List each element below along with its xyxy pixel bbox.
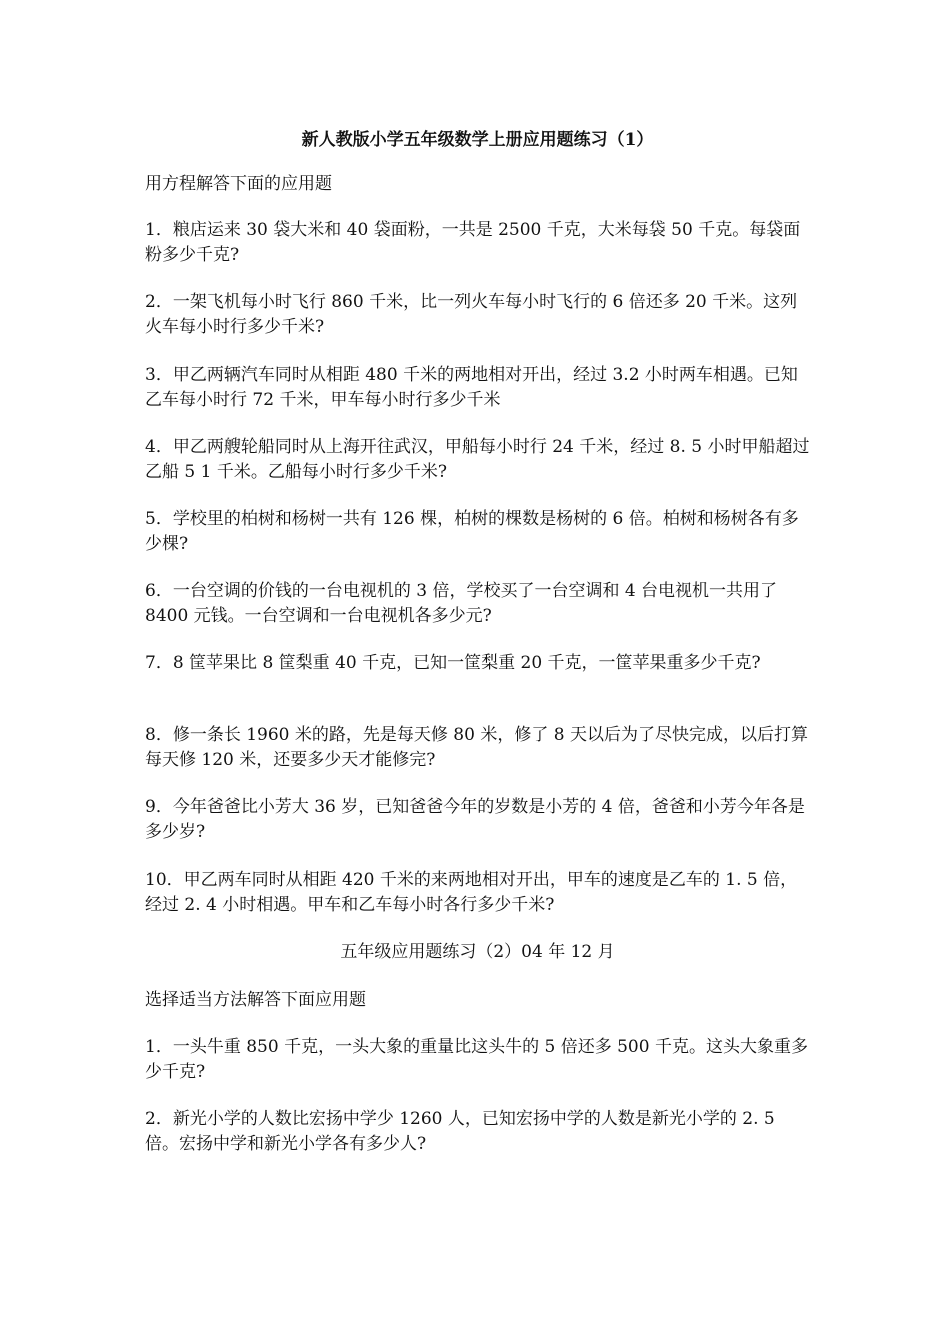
section1-question-5: 5．学校里的柏树和杨树一共有 126 棵，柏树的棵数是杨树的 6 倍。柏树和杨树各有多少棵?	[145, 509, 799, 554]
section1-question-9: 9．今年爸爸比小芳大 36 岁，已知爸爸今年的岁数是小芳的 4 倍，爸爸和小芳今年各是多少岁?	[145, 797, 805, 842]
section1-question-3: 3．甲乙两辆汽车同时从相距 480 千米的两地相对开出，经过 3.2 小时两车相遇。已知乙车每小时行 72 千米，甲车每小时行多少千米	[145, 365, 798, 410]
section1-question-2: 2．一架飞机每小时飞行 860 千米，比一列火车每小时飞行的 6 倍还多 20 千米。这列火车每小时行多少千米?	[145, 292, 798, 337]
section1-instruction: 用方程解答下面的应用题	[145, 174, 332, 194]
section2-question-1: 1．一头牛重 850 千克，一头大象的重量比这头牛的 5 倍还多 500 千克。这头大象重多少千克?	[145, 1037, 808, 1082]
section1-question-6: 6．一台空调的价钱的一台电视机的 3 倍，学校买了一台空调和 4 台电视机一共用了 8400 元钱。一台空调和一台电视机各多少元?	[145, 581, 778, 626]
section2-instruction: 选择适当方法解答下面应用题	[145, 990, 366, 1010]
section1-question-1: 1．粮店运来 30 袋大米和 40 袋面粉，一共是 2500 千克，大米每袋 50 千克。每袋面粉多少千克?	[145, 220, 801, 265]
section1-question-8: 8．修一条长 1960 米的路，先是每天修 80 米，修了 8 天以后为了尽快完成，以后打算每天修 120 米，还要多少天才能修完?	[145, 725, 808, 770]
section1-question-7: 7．8 筐苹果比 8 筐梨重 40 千克，已知一筐梨重 20 千克，一筐苹果重多少千克?	[145, 653, 761, 673]
section2-question-2: 2．新光小学的人数比宏扬中学少 1260 人，已知宏扬中学的人数是新光小学的 2. 5 倍。宏扬中学和新光小学各有多少人?	[145, 1109, 775, 1154]
section1-question-4: 4．甲乙两艘轮船同时从上海开往武汉，甲船每小时行 24 千米，经过 8. 5 小时甲船超过乙船 5 1 千米。乙船每小时行多少千米?	[145, 437, 810, 482]
section1-question-10: 10．甲乙两车同时从相距 420 千米的来两地相对开出，甲车的速度是乙车的 1. 5 倍，经过 2. 4 小时相遇。甲车和乙车每小时各行多少千米?	[145, 870, 798, 915]
page-title: 新人教版小学五年级数学上册应用题练习（1）	[301, 130, 654, 150]
section2-heading: 五年级应用题练习（2）04 年 12 月	[340, 942, 615, 962]
